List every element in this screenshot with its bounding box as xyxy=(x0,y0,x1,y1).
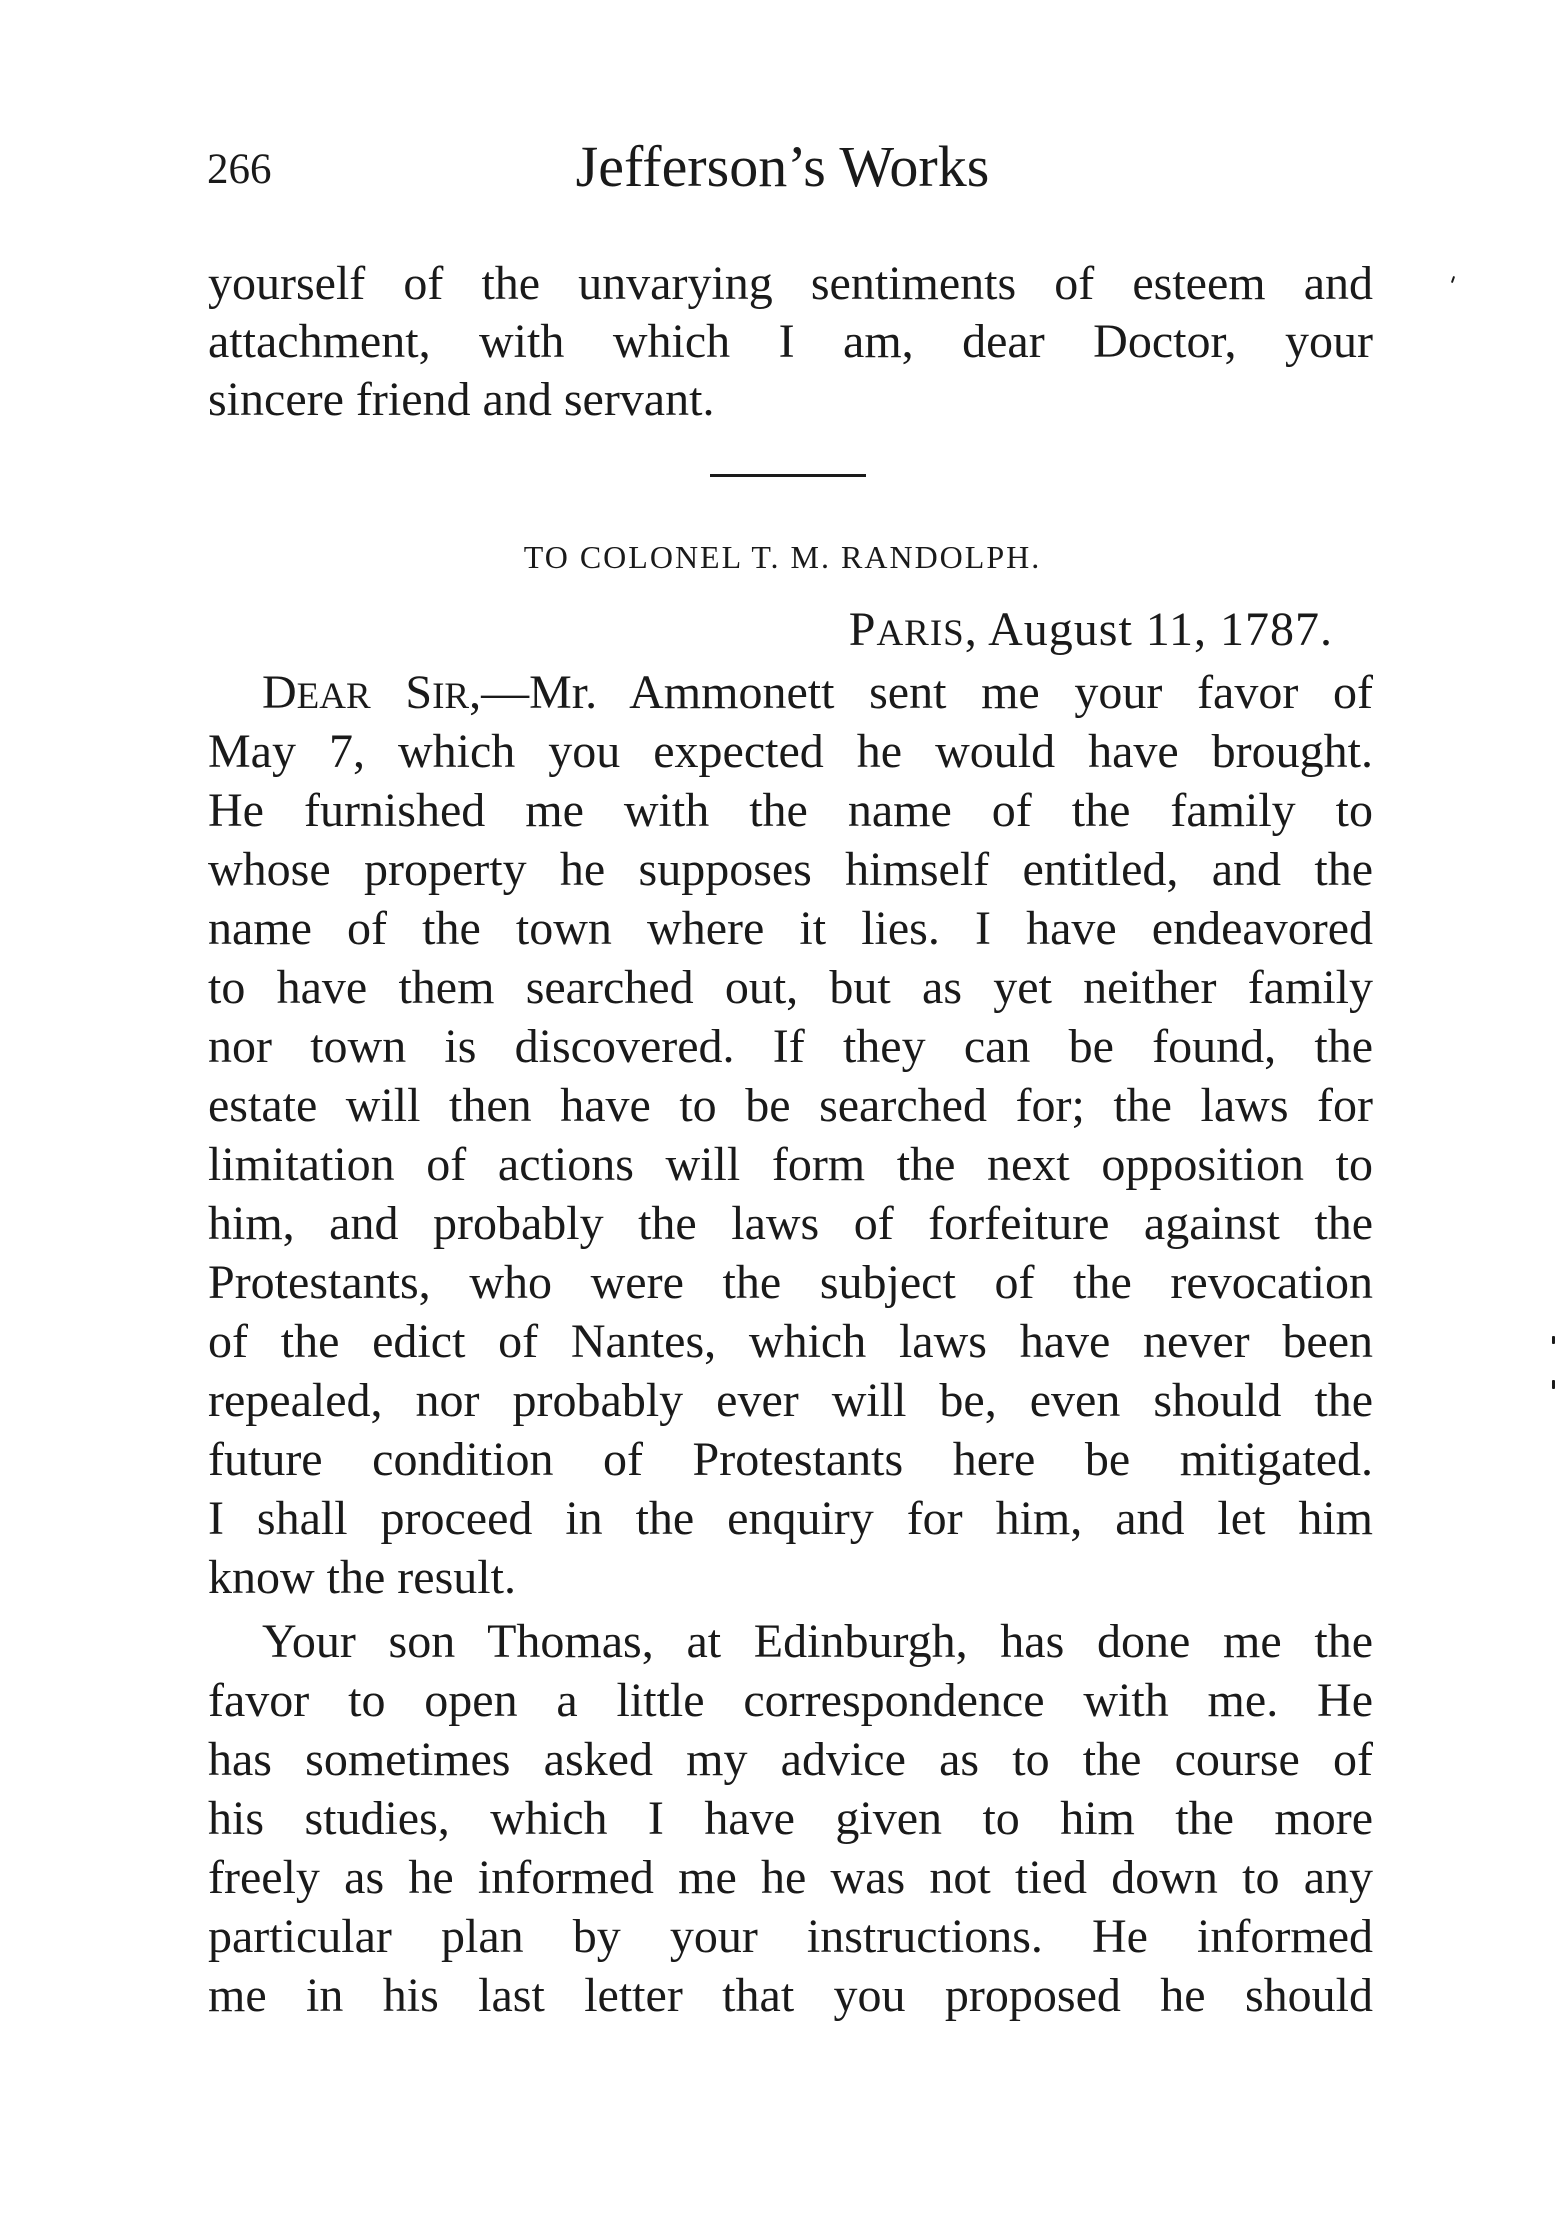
text-line: name of the town where it lies. I have endeavored xyxy=(208,902,1373,955)
text-line: Protestants, who were the subject of the revocation xyxy=(208,1256,1373,1309)
salutation-rest: ,—Mr. Ammonett sent me your favor of xyxy=(469,666,1374,719)
text-line: particular plan by your instructions. He informed xyxy=(208,1910,1373,1963)
text-line: me in his last letter that you proposed he should xyxy=(208,1969,1373,2022)
text-line: limitation of actions will form the next opposition to xyxy=(208,1138,1373,1191)
text-line: whose property he supposes himself entitled, and the xyxy=(208,843,1373,896)
print-speck xyxy=(1451,276,1455,283)
text-line: attachment, with which I am, dear Doctor, your xyxy=(208,315,1373,368)
text-line: repealed, nor probably ever will be, even should the xyxy=(208,1374,1373,1427)
section-divider xyxy=(710,474,866,477)
text-line: him, and probably the laws of forfeiture against the xyxy=(208,1197,1373,1250)
text-line: nor town is discovered. If they can be found, the xyxy=(208,1020,1373,1073)
print-speck xyxy=(1552,1380,1555,1389)
salutation-line xyxy=(262,665,1373,725)
text-line: favor to open a little correspondence with me. He xyxy=(208,1674,1373,1727)
text-line: his studies, which I have given to him the more xyxy=(208,1792,1373,1845)
text-line: May 7, which you expected he would have brought. xyxy=(208,725,1373,778)
text-line: freely as he informed me he was not tied down to any xyxy=(208,1851,1373,1904)
text-line: future condition of Protestants here be mitigated. xyxy=(208,1433,1373,1486)
text-line: yourself of the unvarying sentiments of esteem and xyxy=(208,257,1373,310)
running-title: Jefferson’s Works xyxy=(575,134,990,199)
text-line: know the result. xyxy=(208,1551,516,1604)
text-line: sincere friend and servant. xyxy=(208,373,715,426)
text-line: estate will then have to be searched for; the laws for xyxy=(208,1079,1373,1132)
print-speck xyxy=(1552,1336,1555,1344)
dateline-place: PARIS xyxy=(848,603,965,656)
text-line: Your son Thomas, at Edinburgh, has done me the xyxy=(262,1615,1373,1668)
salutation-dear: DEAR xyxy=(262,666,371,719)
text-line: I shall proceed in the enquiry for him, and let him xyxy=(208,1492,1373,1545)
page-number: 266 xyxy=(207,146,272,193)
dateline-date: , August 11, 1787. xyxy=(964,603,1333,656)
text-line: has sometimes asked my advice as to the course of xyxy=(208,1733,1373,1786)
text-line: He furnished me with the name of the family to xyxy=(208,784,1373,837)
text-line: of the edict of Nantes, which laws have never been xyxy=(208,1315,1373,1368)
letter-address: TO COLONEL T. M. RANDOLPH. xyxy=(523,539,1042,575)
text-line: to have them searched out, but as yet neither family xyxy=(208,961,1373,1014)
salutation-sir: SIR xyxy=(405,666,470,719)
letter-dateline xyxy=(849,600,1333,664)
